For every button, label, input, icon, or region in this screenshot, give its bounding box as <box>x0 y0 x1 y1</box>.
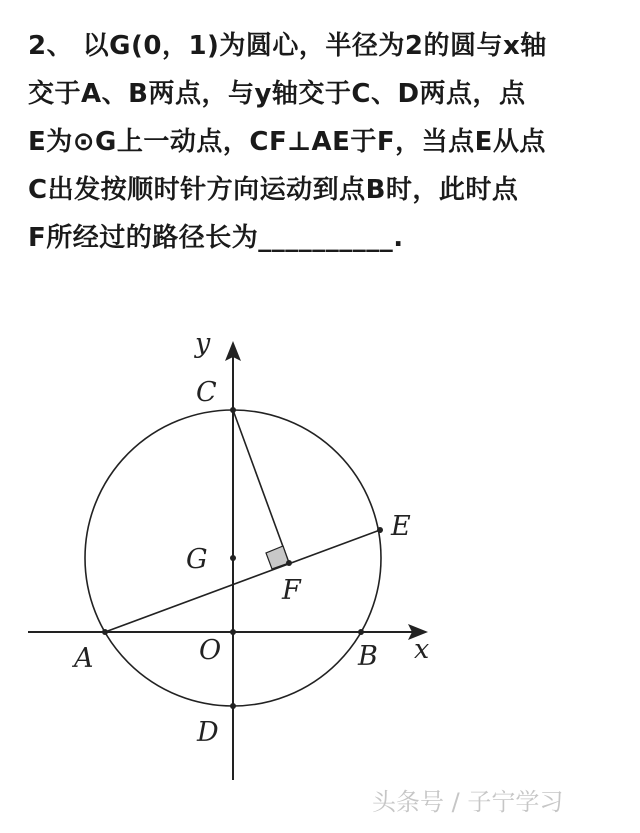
label-d: D <box>197 717 219 748</box>
label-b: B <box>358 641 378 672</box>
label-f: F <box>282 575 301 606</box>
problem-line-3: E为⊙G上一动点，CF⊥AE于F，当点E从点 <box>28 127 546 157</box>
watermark-text: 头条号 / 子宁学习 <box>372 788 564 816</box>
point-b <box>358 629 364 635</box>
label-g: G <box>186 544 208 575</box>
label-a: A <box>74 643 94 674</box>
label-c: C <box>196 377 217 408</box>
point-e <box>377 527 383 533</box>
problem-line-1: 2、 以G(0，1)为圆心，半径为2的圆与x轴 <box>28 31 547 61</box>
label-o: O <box>199 635 222 666</box>
label-y-axis: y <box>195 328 211 359</box>
geometry-figure <box>0 300 640 833</box>
problem-line-4: C出发按顺时针方向运动到点B时，此时点 <box>28 175 519 205</box>
point-o <box>230 629 236 635</box>
label-x-axis: x <box>414 634 430 665</box>
point-d <box>230 703 236 709</box>
segment-ae <box>105 530 380 632</box>
point-a <box>102 629 108 635</box>
problem-line-2: 交于A、B两点，与y轴交于C、D两点，点 <box>28 79 526 109</box>
point-f <box>286 560 292 566</box>
problem-line-5: F所经过的路径长为__________. <box>28 223 404 253</box>
segment-cf <box>233 410 289 563</box>
label-e: E <box>391 511 411 542</box>
point-c <box>230 407 236 413</box>
problem-statement <box>28 22 620 262</box>
point-g <box>230 555 236 561</box>
